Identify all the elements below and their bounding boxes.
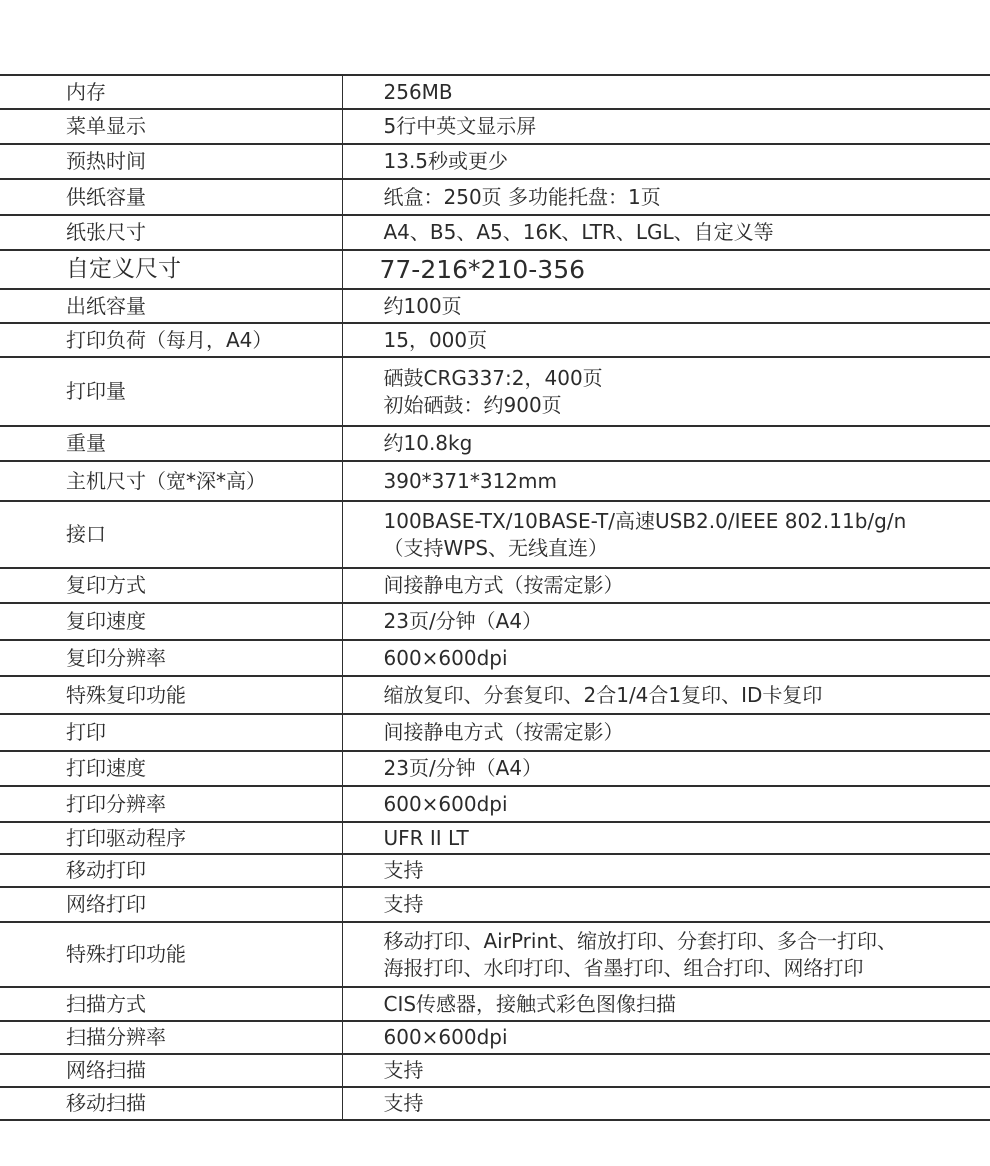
spec-value-line: 5行中英文显示屏 xyxy=(383,114,537,138)
spec-value-line: 100BASE-TX/10BASE-T/高速USB2.0/IEEE 802.11b/g/n xyxy=(383,508,907,533)
spec-label: 网络打印 xyxy=(0,887,342,922)
table-row xyxy=(0,250,990,289)
spec-label: 移动打印 xyxy=(0,854,342,887)
spec-label: 打印 xyxy=(0,714,342,751)
spec-value xyxy=(342,1054,990,1087)
table-row xyxy=(0,357,990,426)
table-row xyxy=(0,786,990,822)
spec-value-line: 约10.8kg xyxy=(383,431,473,455)
spec-value xyxy=(342,1087,990,1120)
spec-value-line: 移动打印、AirPrint、缩放打印、分套打印、多合一打印、 xyxy=(383,928,897,953)
spec-label: 打印负荷（每月，A4） xyxy=(0,323,342,357)
spec-value xyxy=(342,751,990,786)
spec-value-line: 600×600dpi xyxy=(383,791,508,816)
spec-label: 出纸容量 xyxy=(0,289,342,323)
spec-value-line: 600×600dpi xyxy=(383,645,508,670)
table-row xyxy=(0,289,990,323)
table-row xyxy=(0,568,990,603)
table-row xyxy=(0,822,990,854)
spec-value xyxy=(342,603,990,640)
spec-value-line: CIS传感器，接触式彩色图像扫描 xyxy=(383,991,677,1016)
spec-value-line: 23页/分钟（A4） xyxy=(383,756,543,780)
spec-value xyxy=(342,854,990,887)
spec-value-line: 初始硒鼓：约900页 xyxy=(383,392,562,417)
spec-value xyxy=(342,323,990,357)
spec-label: 预热时间 xyxy=(0,144,342,179)
spec-value xyxy=(342,144,990,179)
spec-value-line: 约100页 xyxy=(383,293,462,318)
spec-value-line: A4、B5、A5、16K、LTR、LGL、自定义等 xyxy=(383,220,774,244)
spec-value xyxy=(342,75,990,109)
spec-label: 打印量 xyxy=(0,357,342,426)
table-row xyxy=(0,854,990,887)
table-row xyxy=(0,1054,990,1087)
table-row xyxy=(0,215,990,250)
spec-value xyxy=(342,676,990,714)
spec-value xyxy=(342,357,990,426)
spec-value-line: 13.5秒或更少 xyxy=(383,149,509,173)
spec-label: 打印速度 xyxy=(0,751,342,786)
table-row xyxy=(0,144,990,179)
spec-value-line: 77-216*210-356 xyxy=(379,255,586,284)
spec-value xyxy=(342,887,990,922)
spec-value xyxy=(342,250,990,289)
table-row xyxy=(0,987,990,1021)
spec-value xyxy=(342,1021,990,1054)
table-row xyxy=(0,603,990,640)
spec-label: 特殊打印功能 xyxy=(0,922,342,987)
spec-value-line: 600×600dpi xyxy=(383,1025,508,1049)
spec-value xyxy=(342,922,990,987)
table-row xyxy=(0,501,990,568)
spec-table-body xyxy=(0,75,990,1120)
spec-label: 主机尺寸（宽*深*高） xyxy=(0,461,342,501)
spec-label: 复印方式 xyxy=(0,568,342,603)
spec-value xyxy=(342,822,990,854)
table-row xyxy=(0,922,990,987)
spec-label: 扫描方式 xyxy=(0,987,342,1021)
spec-value-line: 256MB xyxy=(383,79,453,104)
table-row xyxy=(0,426,990,461)
spec-label: 移动扫描 xyxy=(0,1087,342,1120)
spec-value-line: 支持 xyxy=(383,858,424,882)
table-row xyxy=(0,179,990,215)
spec-label: 纸张尺寸 xyxy=(0,215,342,250)
spec-value xyxy=(342,426,990,461)
spec-value-line: UFR II LT xyxy=(383,825,469,850)
spec-value xyxy=(342,786,990,822)
spec-value-line: 390*371*312mm xyxy=(383,468,557,493)
spec-value xyxy=(342,714,990,751)
spec-value xyxy=(342,461,990,501)
table-row xyxy=(0,75,990,109)
spec-label: 内存 xyxy=(0,75,342,109)
table-row xyxy=(0,1087,990,1120)
spec-value-line: 纸盒：250页 多功能托盘：1页 xyxy=(383,184,661,209)
table-row xyxy=(0,751,990,786)
spec-value xyxy=(342,640,990,676)
table-row xyxy=(0,461,990,501)
spec-value-line: 硒鼓CRG337:2，400页 xyxy=(383,365,603,390)
spec-label: 供纸容量 xyxy=(0,179,342,215)
spec-label: 打印驱动程序 xyxy=(0,822,342,854)
table-row xyxy=(0,676,990,714)
spec-label: 特殊复印功能 xyxy=(0,676,342,714)
spec-label: 接口 xyxy=(0,501,342,568)
spec-value-line: 间接静电方式（按需定影） xyxy=(383,573,624,597)
spec-value-line: 间接静电方式（按需定影） xyxy=(383,720,624,744)
spec-value-line: 15，000页 xyxy=(383,327,488,352)
spec-value-line: 支持 xyxy=(383,1058,424,1082)
spec-table xyxy=(0,74,990,1121)
spec-label: 菜单显示 xyxy=(0,109,342,144)
table-row xyxy=(0,887,990,922)
spec-value-line: 支持 xyxy=(383,1091,424,1115)
spec-label: 自定义尺寸 xyxy=(0,250,342,289)
spec-label: 扫描分辨率 xyxy=(0,1021,342,1054)
spec-label: 复印分辨率 xyxy=(0,640,342,676)
spec-value-line: 海报打印、水印打印、省墨打印、组合打印、网络打印 xyxy=(383,955,864,980)
spec-value xyxy=(342,568,990,603)
table-row xyxy=(0,323,990,357)
spec-value xyxy=(342,215,990,250)
table-row xyxy=(0,109,990,144)
spec-label: 复印速度 xyxy=(0,603,342,640)
spec-label: 网络扫描 xyxy=(0,1054,342,1087)
spec-value xyxy=(342,179,990,215)
spec-value xyxy=(342,501,990,568)
spec-value xyxy=(342,987,990,1021)
spec-value-line: （支持WPS、无线直连） xyxy=(383,535,609,560)
spec-value-line: 缩放复印、分套复印、2合1/4合1复印、ID卡复印 xyxy=(383,682,823,707)
spec-value-line: 支持 xyxy=(383,892,424,916)
table-row xyxy=(0,714,990,751)
spec-value-line: 23页/分钟（A4） xyxy=(383,609,543,633)
table-row xyxy=(0,1021,990,1054)
spec-label: 重量 xyxy=(0,426,342,461)
spec-label: 打印分辨率 xyxy=(0,786,342,822)
spec-value xyxy=(342,109,990,144)
table-row xyxy=(0,640,990,676)
spec-value xyxy=(342,289,990,323)
